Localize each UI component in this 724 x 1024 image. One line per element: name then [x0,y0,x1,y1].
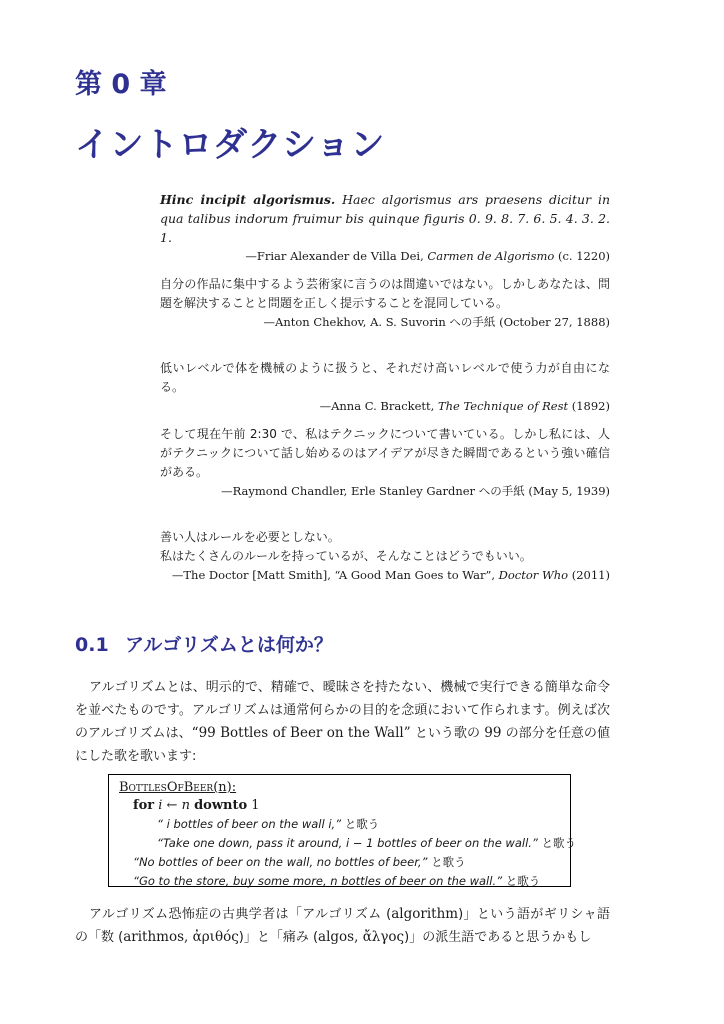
body-paragraph-2 [75,903,610,949]
paragraph-text: アルゴリズムとは、明示的で、精確で、曖昧さを持たない、機械で実行できる簡単な命令を並べたものです。アルゴリズムは通常何らかの目的を念頭において作られます。例えば次のアルゴリズムは、 [75,680,610,741]
sing-text: “Go to the store, buy some more, n bottles of beer on the wall.” [133,874,503,888]
loop-end: 1 [247,798,260,813]
epigraph-quote-text: Haec algorismus ars praesens dicitur in qua talibus indorum fruimur bis quinque figuris 0. 9. 8. 7. 6. 5. 4. 3. 2. 1. [160,192,610,245]
attr-work: The Technique of Rest [437,399,569,413]
algorithm-line [119,872,560,891]
paragraph-text: )」と「痛み ( [238,930,319,945]
keyword-for: for [133,798,155,813]
sing-label: と歌う [502,874,541,888]
epigraph-2 [160,275,610,332]
attr-date: (1892) [568,399,610,413]
epigraph-3 [160,359,610,416]
attr-author: —Friar Alexander de Villa Dei, [245,249,428,263]
epigraph-attribution [160,397,610,416]
epigraph-attribution [160,247,610,266]
term: arithmos, ἀριθός [123,929,239,945]
algorithm-param: (n): [213,780,237,795]
paragraph-number: 99 [484,725,502,741]
paragraph-text: )」の派生語であると思うかもし [404,930,592,945]
algorithm-line [119,834,577,853]
epigraph-line: 善い人はルールを必要としない。 [160,530,340,544]
paragraph-text: の部分を任意の値にした歌を歌います: [75,726,610,764]
epigraph-quote: そして現在午前 2:30 で、私はテクニックについて書いている。しかし私には、人がテクニックについて話し始めるのはアイデアが尽きた瞬間であるという強い確信がある。 [160,427,610,479]
song-title: “99 Bottles of Beer on the Wall” [191,725,411,741]
algorithm-name: BottlesOfBeer [119,780,214,795]
term: algos, ἄλγος [318,929,405,945]
sing-text: “No bottles of beer on the wall, no bottles of beer,” [133,855,428,869]
section-number: 0.1 [75,634,109,656]
sing-text: “ i bottles of beer on the wall i,” [157,817,342,831]
chapter-number: 第 0 章 [75,69,167,100]
epigraph-line: 私はたくさんのルールを持っているが、そんなことはどうでもいい。 [160,549,532,563]
epigraph-quote: 自分の作品に集中するよう芸術家に言うのは間違いではない。しかしあなたは、問題を解決することと問題を正しく提示することを混同している。 [160,277,610,310]
epigraph-5 [160,528,610,585]
attr-author: —Anna C. Brackett, [319,399,438,413]
epigraph-1 [160,190,610,266]
epigraph-lead: Hinc incipit algorismus. [160,192,336,207]
sing-text: “Take one down, pass it around, i − 1 bottles of beer on the wall.” [157,836,538,850]
paragraph-text: アルゴリズム恐怖症の古典学者は「アルゴリズム ( [89,907,392,922]
algorithm-header [119,779,560,797]
section-title: アルゴリズムとは何か？ [125,634,333,656]
epigraph-4 [160,425,610,501]
algorithm-line [119,853,560,872]
sing-label: と歌う [537,836,577,850]
epigraph-quote: 低いレベルで体を機械のように扱うと、それだけ高いレベルで使う力が自由になる。 [160,361,610,394]
keyword-downto: downto [194,798,248,813]
paragraph-text: という歌の [410,726,485,741]
paragraph-text: )」という語がギリシャ語の「数 ( [75,907,611,945]
attr-date: (2011) [568,568,610,582]
attr-work: Doctor Who [498,568,569,582]
section-heading [75,630,333,657]
attr-work: Carmen de Algorismo [427,249,555,263]
algorithm-line [119,815,560,834]
epigraph-attribution: —Anton Chekhov, A. S. Suvorin への手紙 (October 27, 1888) [263,315,610,329]
sing-label: と歌う [341,817,380,831]
body-paragraph-1 [75,676,610,768]
chapter-title: イントロダクション [75,125,385,165]
attr-date: (c. 1220) [554,249,610,263]
epigraph-attribution: —Raymond Chandler, Erle Stanley Gardner への手紙 (May 5, 1939) [221,484,610,498]
term: algorithm [391,906,459,922]
loop-expression: i ← n [154,798,195,813]
epigraph-attribution [160,566,610,585]
attr-author: —The Doctor [Matt Smith], “A Good Man Goes to War”, [171,568,499,582]
epigraph-quote [160,190,610,247]
sing-label: と歌う [427,855,466,869]
algorithm-for-line [119,797,560,815]
algorithm-box [108,774,577,888]
